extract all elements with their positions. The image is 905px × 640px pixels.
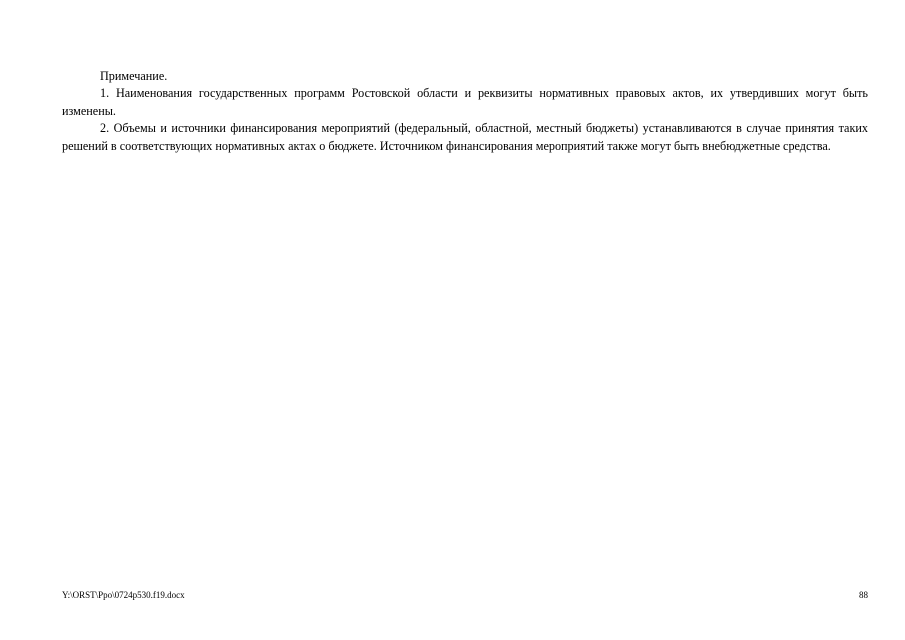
note-item-2: 2. Объемы и источники финансирования мероприятий (федеральный, областной, местный бюджеты) устанавливаются в случае принятия таких решений в соответствующих нормативных актах о бюджете. Источником финансирования мероприятий также могут быть внебюджетные средства. <box>62 121 868 153</box>
note-heading: Примечание. <box>100 69 168 83</box>
page-footer <box>62 589 868 601</box>
note-item-1: 1. Наименования государственных программ Ростовской области и реквизиты нормативных правовых актов, их утвердивших могут быть изменены. <box>62 86 868 118</box>
note-section <box>62 68 868 155</box>
footer-page-number: 88 <box>859 590 868 600</box>
footer-file-path: Y:\ORST\Ppo\0724p530.f19.docx <box>62 590 185 600</box>
